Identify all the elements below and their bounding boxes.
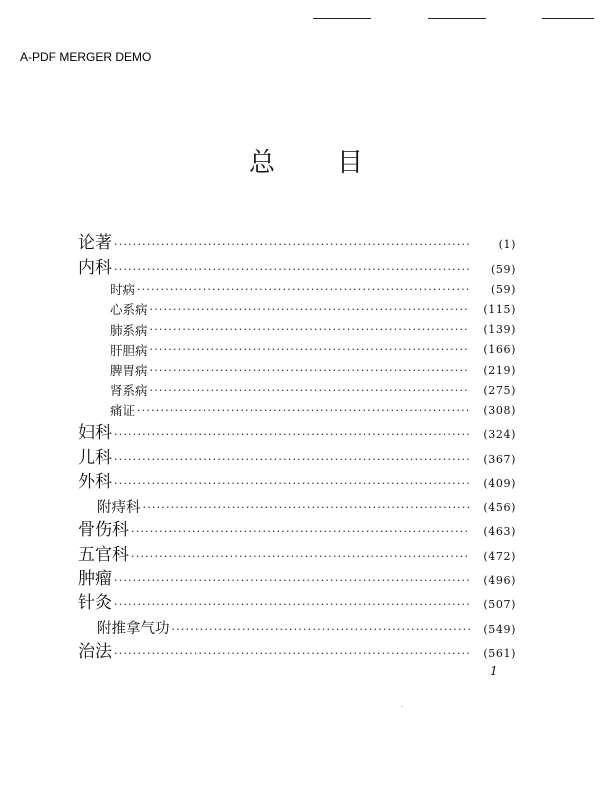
toc-entry-label: 附推拿气功 <box>97 621 170 637</box>
top-rule-3 <box>542 18 594 19</box>
toc-leader-dots <box>150 365 470 378</box>
toc-leader-dots <box>172 624 471 637</box>
toc-leader-dots <box>131 551 470 564</box>
toc-entry-label: 心系病 <box>110 302 148 317</box>
toc-entry-page: (139) <box>483 323 516 337</box>
toc-leader-dots <box>114 264 470 277</box>
toc-entry-label: 妇科 <box>78 423 112 443</box>
title-char-2: 目 <box>337 148 364 178</box>
toc-entry-page: (507) <box>483 598 516 612</box>
toc-entry[interactable] <box>78 317 516 337</box>
toc-leader-dots <box>143 502 471 515</box>
toc-entry[interactable] <box>78 491 516 515</box>
toc-entry-page: (308) <box>483 403 516 417</box>
toc-leader-dots <box>150 324 470 337</box>
page-number: 1 <box>490 664 498 678</box>
toc-entry-page: (275) <box>483 383 516 397</box>
toc-entry-label: 治法 <box>78 641 112 661</box>
toc-entry-page: (59) <box>491 262 516 276</box>
toc-entry-page: (324) <box>483 428 516 442</box>
toc-entry-label: 肿瘤 <box>78 568 112 588</box>
toc-entry[interactable] <box>78 442 516 466</box>
toc-leader-dots <box>114 239 470 252</box>
toc-entry-page: (115) <box>483 302 516 316</box>
toc-leader-dots <box>114 575 470 588</box>
toc-entry-page: (456) <box>483 501 516 515</box>
toc-entry[interactable] <box>78 637 516 661</box>
toc-entry[interactable] <box>78 277 516 297</box>
toc-entry[interactable] <box>78 539 516 563</box>
toc-entry[interactable] <box>78 337 516 357</box>
toc-entry-page: (561) <box>483 646 516 660</box>
toc-leader-dots <box>137 405 470 418</box>
toc-entry-label: 时病 <box>110 282 136 297</box>
toc-leader-dots <box>114 429 470 442</box>
toc-entry-label: 内科 <box>78 257 112 277</box>
table-of-contents <box>78 228 516 661</box>
watermark: A-PDF MERGER DEMO <box>20 50 152 64</box>
toc-entry[interactable] <box>78 228 516 252</box>
toc-entry-label: 论著 <box>78 233 112 253</box>
scan-speck: · <box>401 704 403 711</box>
toc-leader-dots <box>150 344 470 357</box>
toc-entry[interactable] <box>78 515 516 539</box>
toc-entry-label: 针灸 <box>78 593 112 613</box>
toc-entry-page: (549) <box>483 622 516 636</box>
toc-entry-page: (367) <box>483 452 516 466</box>
page-title <box>0 142 612 179</box>
toc-entry-page: (166) <box>483 343 516 357</box>
toc-entry-label: 痛证 <box>110 403 136 418</box>
toc-entry-page: (219) <box>483 363 516 377</box>
toc-entry[interactable] <box>78 588 516 612</box>
toc-leader-dots <box>114 454 470 467</box>
toc-entry-label: 肺系病 <box>110 322 148 338</box>
toc-leader-dots <box>114 599 470 612</box>
toc-entry[interactable] <box>78 398 516 418</box>
toc-entry[interactable] <box>78 467 516 491</box>
toc-entry[interactable] <box>78 612 516 636</box>
toc-entry-label: 肾系病 <box>110 383 148 398</box>
toc-entry-page: (1) <box>498 238 516 252</box>
toc-leader-dots <box>150 304 470 317</box>
toc-leader-dots <box>114 648 470 661</box>
toc-entry[interactable] <box>78 357 516 377</box>
toc-entry[interactable] <box>78 564 516 588</box>
toc-entry-label: 骨伤科 <box>78 520 129 540</box>
toc-leader-dots <box>114 478 470 491</box>
toc-entry[interactable] <box>78 252 516 276</box>
toc-leader-dots <box>137 284 470 297</box>
toc-leader-dots <box>131 526 470 539</box>
toc-entry-label: 脾胃病 <box>110 363 148 378</box>
toc-leader-dots <box>150 385 470 398</box>
top-rule-1 <box>313 18 371 19</box>
toc-entry[interactable] <box>78 297 516 317</box>
toc-entry-page: (409) <box>483 476 516 490</box>
toc-entry-label: 儿科 <box>78 447 112 467</box>
toc-entry-page: (472) <box>483 549 516 563</box>
toc-entry-page: (496) <box>483 573 516 587</box>
toc-entry-label: 附痔科 <box>97 499 141 516</box>
top-rule-2 <box>428 18 486 19</box>
toc-entry[interactable] <box>78 418 516 442</box>
toc-entry[interactable] <box>78 378 516 398</box>
toc-entry-label: 肝胆病 <box>110 342 148 358</box>
toc-entry-label: 五官科 <box>78 544 129 564</box>
title-char-1: 总 <box>248 148 275 178</box>
toc-entry-label: 外科 <box>78 471 112 491</box>
toc-entry-page: (59) <box>491 282 516 296</box>
toc-entry-page: (463) <box>483 525 516 539</box>
